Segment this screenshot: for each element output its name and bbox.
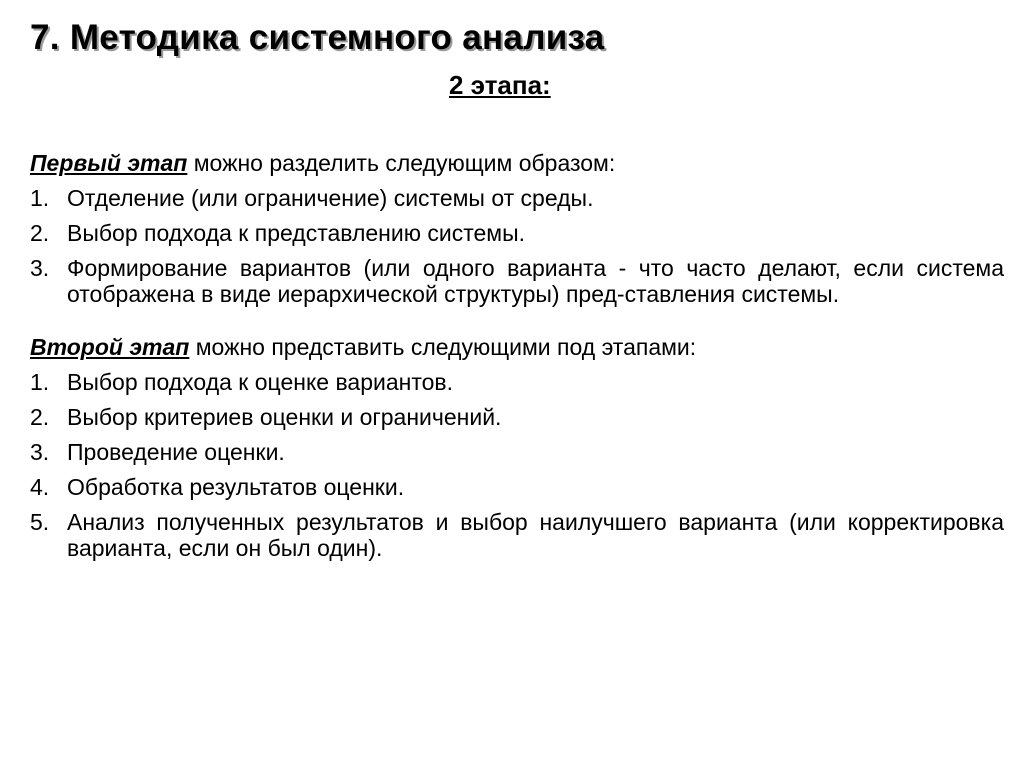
item-number: 2. <box>30 404 50 430</box>
stage-two-name: Второй этап <box>30 334 190 360</box>
item-text: Выбор критериев оценки и ограничений. <box>67 404 502 430</box>
stage-two-item-4 <box>30 474 1004 500</box>
item-number: 2. <box>30 220 50 246</box>
stage-one-item-2 <box>30 220 1004 246</box>
stage-two-item-2 <box>30 404 1004 430</box>
item-number: 3. <box>30 255 50 281</box>
item-text: Анализ полученных результатов и выбор наилучшего варианта (или корректировка варианта, если он был один). <box>67 509 1004 561</box>
slide-body <box>30 150 1004 570</box>
item-text: Выбор подхода к представлению системы. <box>67 220 526 246</box>
item-number: 4. <box>30 474 50 500</box>
slide-title: 7. Методика системного анализа <box>30 18 605 57</box>
item-text: Отделение (или ограничение) системы от среды. <box>67 185 594 211</box>
stage-two-item-1 <box>30 369 1004 395</box>
stage-two-item-5 <box>30 509 1004 561</box>
stage-two-section <box>30 334 1004 561</box>
item-number: 1. <box>30 185 50 211</box>
item-number: 5. <box>30 509 50 535</box>
stage-two-lead <box>30 334 1004 360</box>
stage-two-intro: можно представить следующими под этапами: <box>189 334 697 360</box>
item-text: Обработка результатов оценки. <box>67 474 405 500</box>
slide-subtitle: 2 этапа: <box>449 70 551 100</box>
stage-one-item-3 <box>30 255 1004 307</box>
stage-two-item-3 <box>30 439 1004 465</box>
stage-one-lead <box>30 150 1004 176</box>
item-text: Выбор подхода к оценке вариантов. <box>67 369 454 395</box>
item-number: 1. <box>30 369 50 395</box>
stage-one-section <box>30 150 1004 307</box>
stage-one-intro: можно разделить следующим образом: <box>187 150 616 176</box>
item-text: Проведение оценки. <box>67 439 285 465</box>
item-text: Формирование вариантов (или одного варианта - что часто делают, если система отображена в виде иерархической структуры) пред-ставления системы. <box>67 255 1004 307</box>
item-number: 3. <box>30 439 50 465</box>
stage-one-name: Первый этап <box>30 150 188 176</box>
stage-one-item-1 <box>30 185 1004 211</box>
